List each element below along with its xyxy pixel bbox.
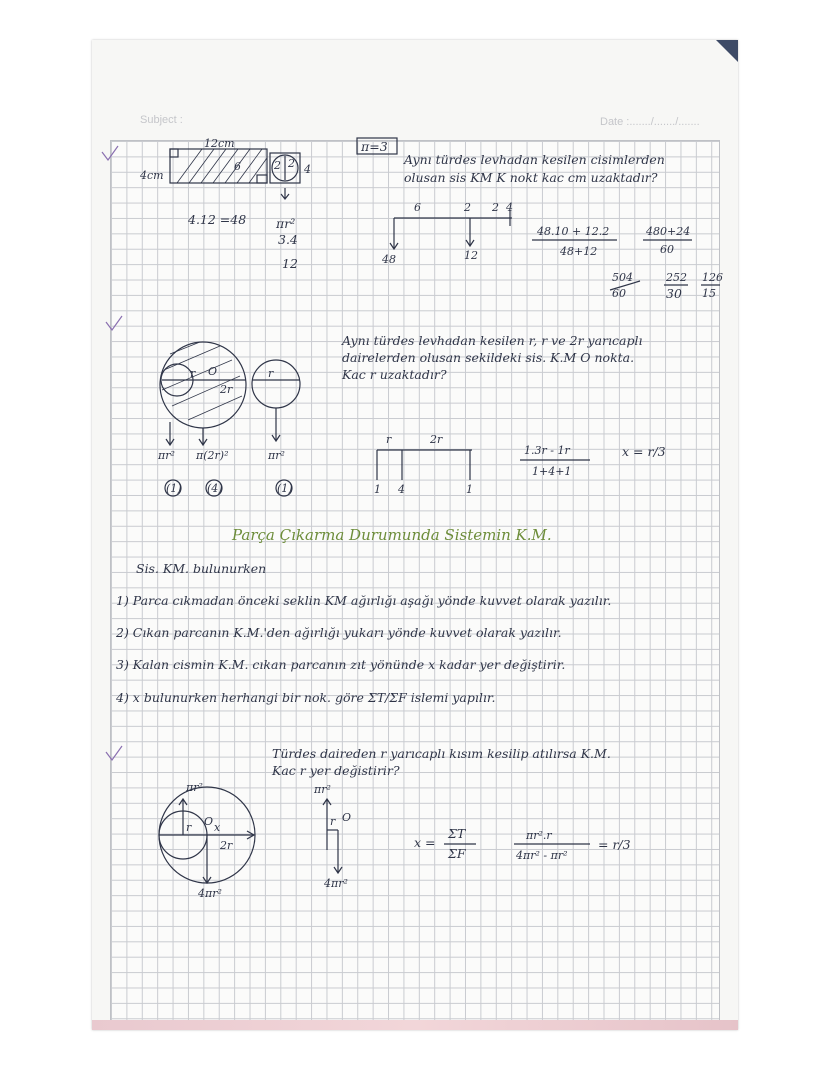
p2-result: x = r/3 [622,444,666,459]
subject-label: Subject : [140,114,183,126]
p2-area-2: π(2r)² [196,449,229,462]
p2-denominator: 1+4+1 [532,465,572,478]
notebook-page [92,40,738,1030]
p3-beam-o: O [342,811,352,824]
section-title: Parça Çıkarma Durumunda Sistemin K.M. [232,526,552,544]
problem3-prompt-line2: Kac r yer değistirir? [272,763,400,778]
beam1-6: 6 [414,201,421,214]
p3-beam-up: πr² [314,783,331,796]
steps-intro: Sis. KM. bulunurken [136,561,267,576]
p3-sigma-t: ΣT [448,826,466,841]
page-bottom-edge [92,1020,738,1030]
p3-result: = r/3 [598,837,631,852]
load-12: 12 [464,249,478,262]
problem2-prompt-line2: dairelerden olusan sekildeki sis. K.M O nokta. [342,350,635,365]
p2-load-1b: 1 [466,483,473,496]
simplify-2: 252 [666,271,687,284]
beam1-2a: 2 [464,201,471,214]
area-circle-calc: 3.4 [278,232,298,247]
simplify-1: 504 [612,271,633,284]
p3-down-force: 4πr² [198,887,222,900]
problem1-prompt-line2: olusan sis KM K nokt kac cm uzaktadır? [404,170,658,185]
p2-label-2r: 2r [220,383,233,396]
p2-weight-1: (1) [166,482,182,495]
beam1-2b: 2 [492,201,499,214]
date-label: Date :......./......./....... [600,116,700,128]
area-circle-result: 12 [282,256,298,271]
circle-mid-label: 2 [288,157,295,170]
step-3: 3) Kalan cismin K.M. cıkan parcanın zıt yönünde x kadar yer değiştirir. [116,657,566,672]
arrow-down [281,188,289,199]
p3-label-x: x [214,821,221,834]
p2-weight-3: (1) [277,482,293,495]
p3-sigma-f: ΣF [448,846,466,861]
p1-result-den: 60 [660,243,674,256]
p3-beam-down: 4πr² [324,877,348,890]
p3-label-2r: 2r [220,839,233,852]
small-circle-right [252,360,300,408]
pi-value: π=3 [361,139,388,154]
p2-numerator: 1.3r - 1r [524,444,570,457]
check-mark [106,316,122,330]
step-2: 2) Cıkan parcanın K.M.'den ağırlığı yukarı yönde kuvvet olarak yazılır. [116,625,562,640]
simplify-3: 126 [702,271,723,284]
load-48: 48 [382,253,396,266]
p3-formula-x: x = [414,835,436,850]
rect-mid-label: 6 [234,160,241,173]
p2-weight-2: (4) [207,482,223,495]
step-4: 4) x bulunurken herhangi bir nok. göre ΣT/ΣF islemi yapılır. [116,690,496,705]
simplify-1-den: 60 [612,287,626,300]
p1-numerator: 48.10 + 12.2 [537,225,610,238]
problem2-prompt-line3: Kac r uzaktadır? [342,367,447,382]
p2-label-o: O [208,365,218,378]
p2-label-r1: r [190,367,196,380]
p2-load-1a: 1 [374,483,381,496]
p3-label-r: r [186,821,192,834]
problem3-prompt-line1: Türdes daireden r yarıcaplı kısım kesilip atılırsa K.M. [272,746,611,761]
p1-result-num: 480+24 [646,225,691,238]
p3-beam-r: r [330,815,336,828]
p2-area-1: πr² [158,449,175,462]
p2-load-4: 4 [398,483,405,496]
corner-mark [170,149,178,157]
check-mark [102,146,118,160]
p2-label-r2: r [268,367,274,380]
simplify-3-den: 15 [702,287,716,300]
p2-area-3: πr² [268,449,285,462]
p3-den: 4πr² - πr² [516,849,568,862]
step-1: 1) Parca cıkmadan önceki seklin KM ağırlığı aşağı yönde kuvvet olarak yazılır. [116,593,612,608]
check-mark [106,746,122,760]
circle-right-label: 4 [304,163,311,176]
p2-beam-2r: 2r [430,433,443,446]
area-rect: 4.12 =48 [188,212,247,227]
p2-beam-r: r [386,433,392,446]
p3-up-force: πr² [186,781,203,794]
beam1-4: 4 [506,201,513,214]
hatch-lines [177,149,267,183]
corner-mark [257,175,267,183]
rect-width-label: 12cm [204,137,235,150]
p3-num: πr².r [526,829,552,842]
problem2-prompt-line1: Aynı türdes levhadan kesilen r, r ve 2r yarıcaplı [342,333,643,348]
simplify-2-den: 30 [666,286,682,301]
rect-height-label: 4cm [140,169,164,182]
circle-left-label: 2 [274,159,281,172]
p1-denominator: 48+12 [560,245,598,258]
area-circle-formula: πr² [276,216,296,231]
p3-label-o: O [204,815,214,828]
problem1-prompt-line1: Aynı türdes levhadan kesilen cisimlerden [404,152,665,167]
